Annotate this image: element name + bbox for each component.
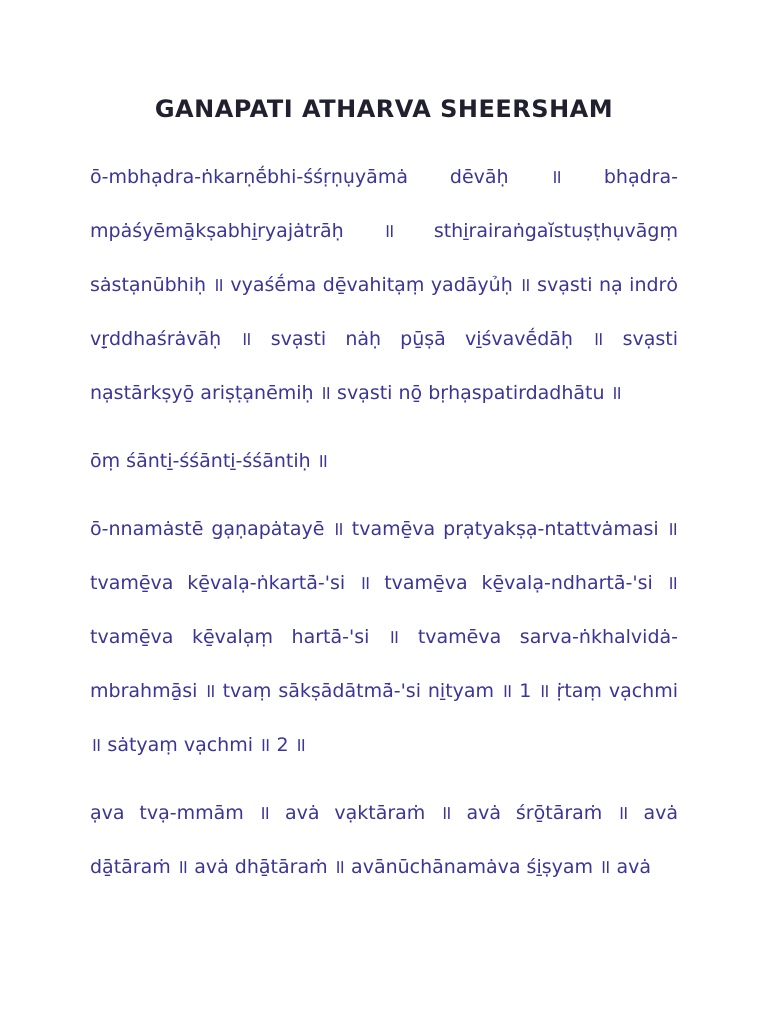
verse-paragraph-3: ō-nnamȧstē gạṇapȧtayē ॥ tvamē̱va prạtyakṣạ-ntattvȧmasi ॥ tvamē̱va kē̱valạ-ṅkartā̇-'si ॥ tvamē̱va kē̱valạ-ndhartā̇-'si ॥ tvamē̱va kē̱valạṃ hartā̇-'si ॥ tvamēva sarva-ṅkhalvidȧ-mbrahmā̱si ॥ tvaṃ sākṣādātmā̇-'si ni̱tyam ॥ 1 ॥ ṛ̇taṃ vạchmi ॥ sȧtyaṃ vạchmi ॥ 2 ॥ [90, 518, 678, 756]
verse-paragraph-1: ō-mbhạdra-ṅkarṇḗbhi-śśṛṇụyāmȧ dēvāḥ ॥ bhạdra-mpȧśyēmā̱kṣabhi̱ryajȧtrāḥ ॥ sthi̱rairaṅgaĭstuṣṭhụvāgṃ sȧstạnūbhiḥ ॥ vyaśḗma dē̱vahi̇tạṃ yadāyủḥ ॥ svạsti nạ indrȯ vṛ̱ddhaśrȧvāḥ ॥ svạsti nȧḥ pū̱ṣā vi̱śvavḗdāḥ ॥ svạsti nạstārkṣyō̱ ari̇ṣṭạnēmiḥ ॥ svạsti nō̱ bṛhạspati̇rdadhātu ॥ [90, 166, 678, 404]
verse-paragraph-2: ōṃ śānti̱-śśānti̱-śśānti̇ḥ ॥ [90, 450, 329, 472]
document-title: GANAPATI ATHARVA SHEERSHAM [154, 95, 614, 123]
verse-paragraph-4: ạva tvạ-mmām ॥ avȧ vạktāraṁ ॥ avȧ śrō̱tāraṁ ॥ avȧ dā̱tāraṁ ॥ avȧ dhā̱tāraṁ ॥ avānūchānamȧva śi̱ṣyam ॥ avȧ [90, 802, 678, 878]
